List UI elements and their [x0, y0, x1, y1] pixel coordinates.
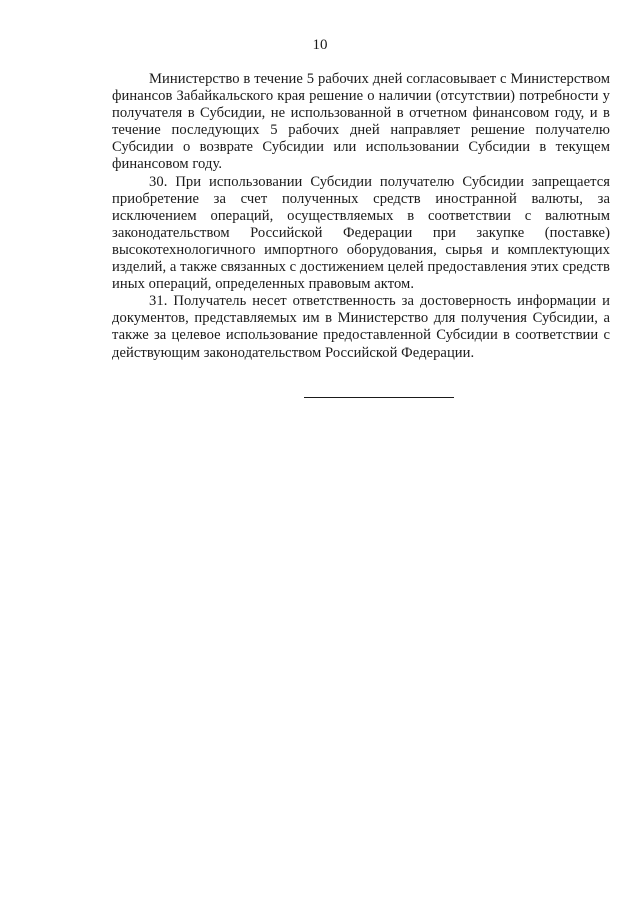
paragraph-31-responsibility: 31. Получатель несет ответственность за достоверность информации и документов, представляемых им в Министерство для получения Субсидии, а также за целевое использование предоставленной Субсидии в соответствии с действующим законодательством Российской Федерации. — [112, 293, 610, 361]
page-number: 10 — [312, 37, 328, 53]
end-separator-line — [304, 397, 454, 398]
paragraph-ministry-decision: Министерство в течение 5 рабочих дней согласовывает с Министерством финансов Забайкальского края решение о наличии (отсутствии) потребности у получателя в Субсидии, не использованной в отчетном финансовом году, и в течение последующих 5 рабочих дней направляет решение получателю Субсидии о возврате Субсидии или использовании Субсидии в текущем финансовом году. — [112, 71, 610, 173]
paragraph-30-currency-restriction: 30. При использовании Субсидии получателю Субсидии запрещается приобретение за счет полученных средств иностранной валюты, за исключением операций, осуществляемых в соответствии с валютным законодательством Российской Федерации при закупке (поставке) высокотехнологичного импортного оборудования, сырья и комплектующих изделий, а также связанных с достижением целей предоставления этих средств иных операций, определенных правовым актом. — [112, 173, 610, 293]
document-body — [112, 71, 610, 362]
